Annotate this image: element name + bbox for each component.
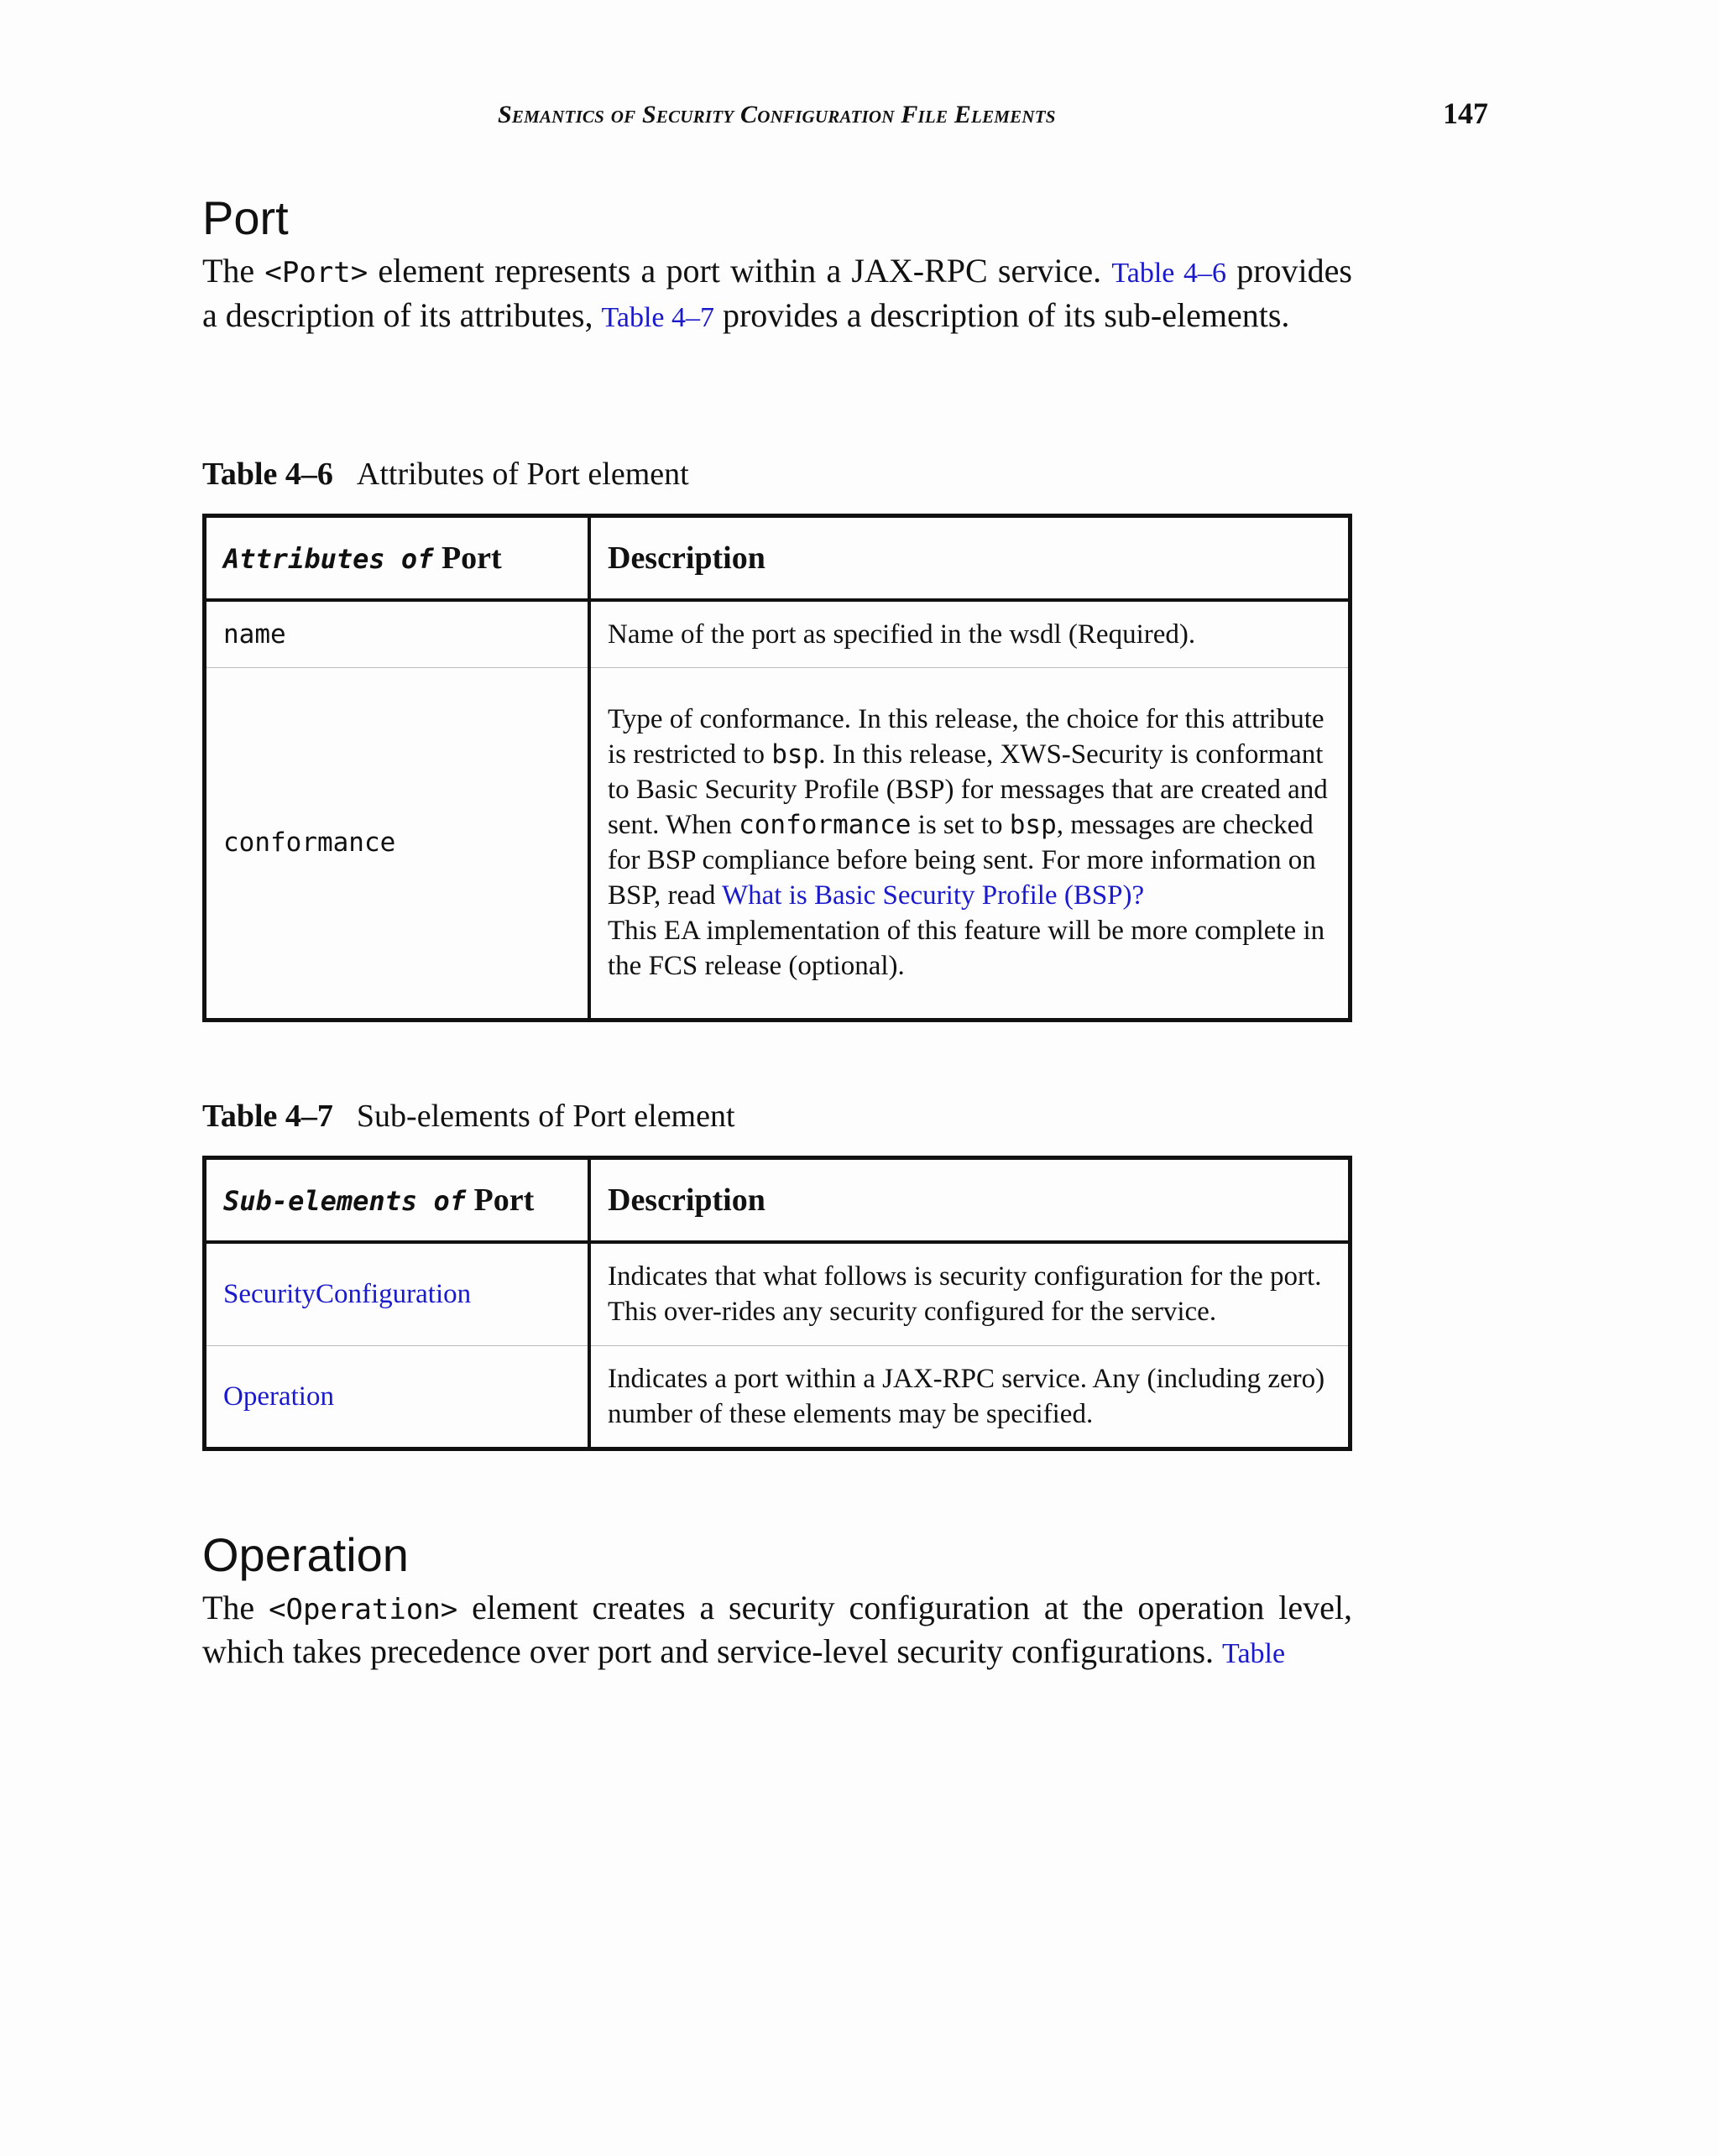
column-header-description xyxy=(589,1158,1351,1243)
attribute-name: name xyxy=(223,619,286,650)
text-run: This EA implementation of this feature will be more complete in the FCS release (optional). xyxy=(608,916,1325,981)
attribute-name-cell xyxy=(205,667,590,1020)
link-table[interactable]: Table xyxy=(1222,1638,1286,1669)
table-4-7-caption xyxy=(202,1098,1352,1135)
table-row xyxy=(205,600,1351,667)
link-security-configuration[interactable]: SecurityConfiguration xyxy=(223,1279,472,1310)
table-4-6-caption xyxy=(202,456,1352,493)
text-run: provides a description of its attributes, xyxy=(202,252,1352,334)
caption-text: Sub-elements of Port element xyxy=(356,1099,735,1134)
running-header xyxy=(0,97,1488,143)
column-header-attributes xyxy=(205,516,590,601)
table-4-6-wrapper xyxy=(202,514,1352,1022)
running-title xyxy=(498,101,1056,129)
text-run: , messages are checked for BSP compliance before being sent. For more information on BSP, read xyxy=(608,810,1316,911)
port-section xyxy=(202,191,1352,339)
attribute-name: conformance xyxy=(223,827,396,858)
table-4-7-block xyxy=(202,1098,1352,1135)
table-4-7 xyxy=(202,1156,1352,1451)
table-header-row xyxy=(205,1158,1351,1243)
text-run: Type of conformance. In this release, the choice for this attribute is restricted to xyxy=(608,704,1325,770)
table-4-6-block xyxy=(202,456,1352,493)
sub-element-description-cell: Indicates a port within a JAX-RPC service. Any (including zero) number of these elements may be specified. xyxy=(608,1363,1325,1429)
table-row xyxy=(205,1345,1351,1449)
running-title-text: Semantics of Security Configuration File Elements xyxy=(498,101,1056,128)
link-operation[interactable]: Operation xyxy=(223,1381,334,1412)
caption-number: Table 4–6 xyxy=(202,457,333,492)
text-run: provides a description of its sub-elements. xyxy=(713,296,1290,334)
text-run: is set to xyxy=(911,810,1010,840)
sub-element-description-cell: Indicates that what follows is security configuration for the port. This over-rides any security configured for the service. xyxy=(589,1242,1351,1345)
link-table-4-6[interactable]: Table 4–6 xyxy=(1111,258,1227,289)
column-header-sub-elements xyxy=(205,1158,590,1243)
attribute-description-cell xyxy=(589,667,1351,1020)
link-table-4-7[interactable]: Table 4–7 xyxy=(601,302,714,333)
code-conformance: conformance xyxy=(739,810,912,840)
table-4-6 xyxy=(202,514,1352,1022)
table-row xyxy=(205,1242,1351,1345)
attribute-description-cell: Name of the port as specified in the wsdl (Required). xyxy=(589,600,1351,667)
header-text: Description xyxy=(608,540,765,576)
operation-section xyxy=(202,1528,1353,1675)
code-operation-tag: <Operation> xyxy=(269,1593,458,1626)
table-4-7-wrapper xyxy=(202,1156,1352,1451)
text-run: . In this release, XWS-Security is conformant to Basic Security Profile (BSP) for messages that are created and sent. When xyxy=(608,739,1328,840)
text-run: The xyxy=(202,1589,269,1626)
code-bsp: bsp xyxy=(771,739,819,770)
code-port-tag: <Port> xyxy=(264,256,368,290)
column-header-description xyxy=(589,516,1351,601)
caption-number: Table 4–7 xyxy=(202,1099,333,1134)
table-row xyxy=(205,667,1351,1020)
section-heading-operation: Operation xyxy=(202,1528,409,1581)
port-intro-paragraph xyxy=(202,250,1352,339)
header-italic-text: Attributes of xyxy=(223,543,434,575)
table-header-row xyxy=(205,516,1351,601)
link-what-is-bsp[interactable]: What is Basic Security Profile (BSP)? xyxy=(722,880,1145,911)
sub-element-name-cell xyxy=(205,1345,590,1449)
text-run: The xyxy=(202,252,265,290)
header-bold-text: Port xyxy=(473,1182,535,1218)
header-bold-text: Port xyxy=(441,540,502,576)
section-heading-port: Port xyxy=(202,191,289,244)
header-text: Description xyxy=(608,1182,765,1218)
page-number: 147 xyxy=(1443,97,1488,130)
operation-intro-paragraph xyxy=(202,1587,1352,1675)
code-bsp: bsp xyxy=(1009,810,1057,840)
attribute-name-cell xyxy=(205,600,590,667)
text-run: element represents a port within a JAX-RPC service. xyxy=(368,252,1112,290)
text-run: element creates a security configuration at the operation level, which takes precedence over port and service-level security configurations. xyxy=(202,1589,1353,1670)
caption-text: Attributes of Port element xyxy=(356,457,689,492)
header-italic-text: Sub-elements of xyxy=(223,1185,466,1217)
sub-element-name-cell xyxy=(205,1242,590,1345)
